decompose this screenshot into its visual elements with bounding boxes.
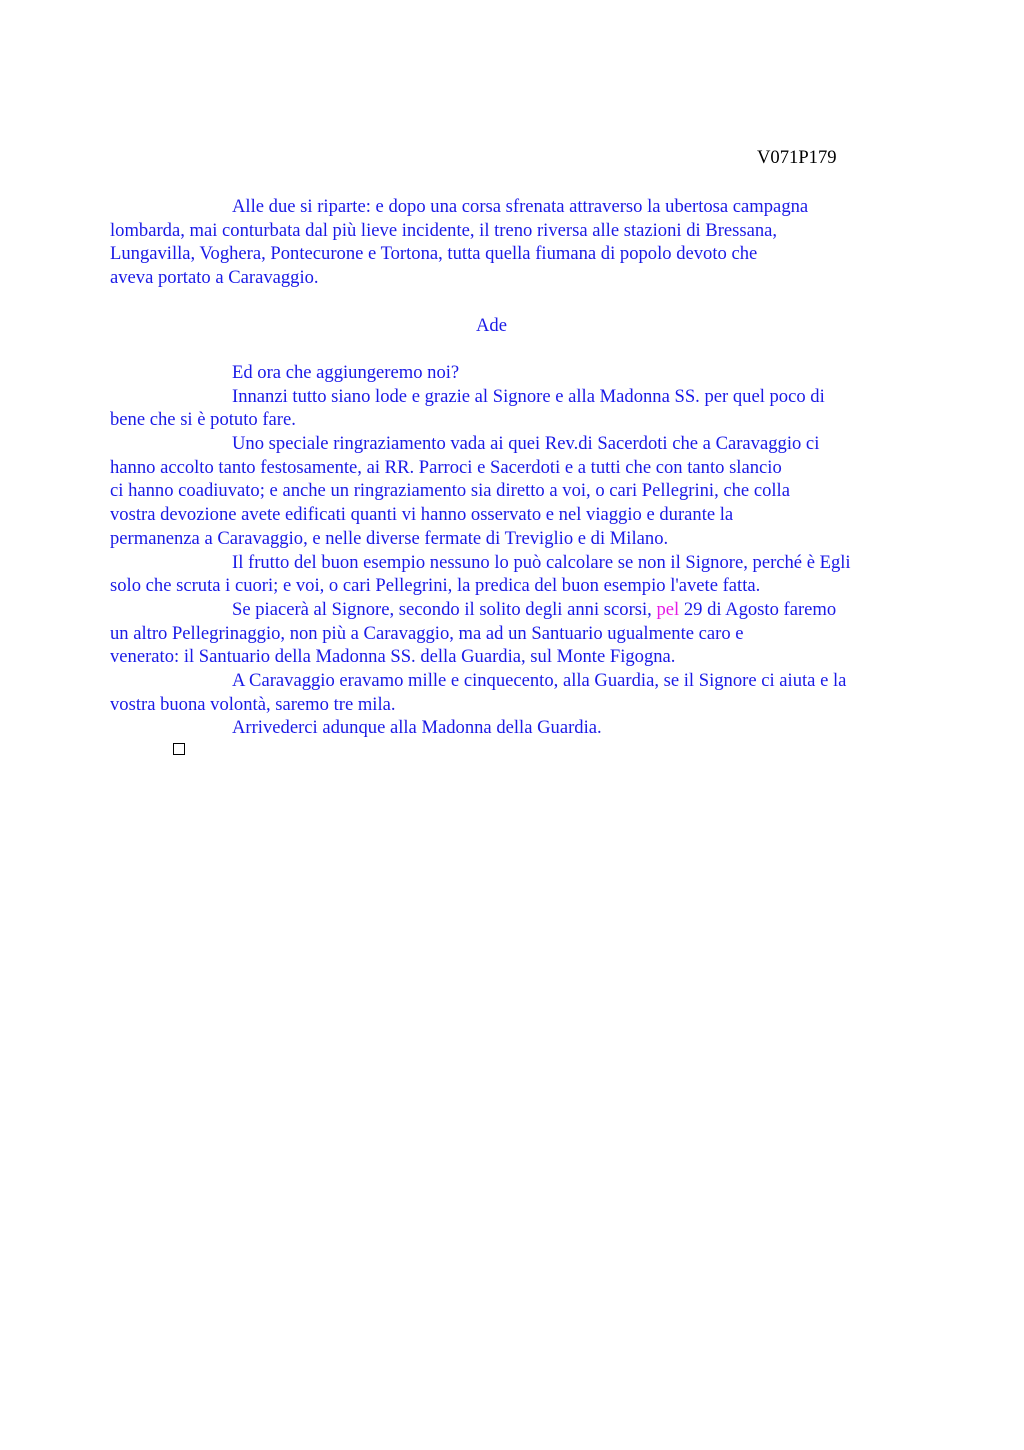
closing-paragraph-4 <box>110 551 931 598</box>
text-line: A Caravaggio eravamo mille e cinquecento, alla Guardia, se il Signore ci aiuta e la <box>232 670 847 692</box>
end-marker-box-icon <box>173 743 185 755</box>
text-line: venerato: il Santuario della Madonna SS. della Guardia, sul Monte Figogna. <box>110 646 676 668</box>
text-line: Alle due si riparte: e dopo una corsa sfrenata attraverso la ubertosa campagna <box>232 196 809 217</box>
signature: Ade <box>476 314 507 336</box>
text-segment: Se piacerà al Signore, secondo il solito degli anni scorsi, <box>232 598 657 620</box>
page-reference: V071P179 <box>757 147 837 168</box>
text-line: lombarda, mai conturbata dal più lieve incidente, il treno riversa alle stazioni di Bressana, <box>110 219 778 241</box>
text-line: aveva portato a Caravaggio. <box>110 267 319 289</box>
closing-paragraph-1 <box>171 361 931 385</box>
text-line: hanno accolto tanto festosamente, ai RR. Parroci e Sacerdoti e a tutti che con tanto slancio <box>110 456 782 478</box>
text-line: solo che scruta i cuori; e voi, o cari Pellegrini, la predica del buon esempio l'avete fatta. <box>110 575 761 597</box>
text-line: vostra devozione avete edificati quanti vi hanno osservato e nel viaggio e durante la <box>110 504 734 526</box>
highlighted-word: pel <box>656 598 680 620</box>
closing-paragraph-2 <box>110 385 931 432</box>
text-line: Lungavilla, Voghera, Pontecurone e Tortona, tutta quella fiumana di popolo devoto che <box>110 243 758 265</box>
intro-paragraph <box>110 195 931 290</box>
document-body <box>110 195 931 740</box>
spacer <box>171 337 931 361</box>
closing-paragraph-5 <box>110 598 931 669</box>
closing-paragraph-7 <box>171 716 931 740</box>
text-line: Arrivederci adunque alla Madonna della Guardia. <box>232 717 602 739</box>
text-line: ci hanno coadiuvato; e anche un ringraziamento sia diretto a voi, o cari Pellegrini, che colla <box>110 480 790 502</box>
text-line <box>171 598 931 622</box>
text-segment: 29 di Agosto faremo <box>679 598 837 620</box>
text-line: bene che si è potuto fare. <box>110 409 296 431</box>
spacer <box>171 290 931 314</box>
text-line: Il frutto del buon esempio nessuno lo può calcolare se non il Signore, perché è Egli <box>232 551 851 573</box>
closing-paragraph-3 <box>110 432 931 551</box>
closing-paragraph-6 <box>110 669 931 716</box>
text-line: Uno speciale ringraziamento vada ai quei Rev.di Sacerdoti che a Caravaggio ci <box>232 433 820 454</box>
text-line: Innanzi tutto siano lode e grazie al Signore e alla Madonna SS. per quel poco di <box>232 385 825 407</box>
text-line: Ed ora che aggiungeremo noi? <box>232 361 460 383</box>
text-line: un altro Pellegrinaggio, non più a Caravaggio, ma ad un Santuario ugualmente caro e <box>110 622 744 644</box>
text-line: vostra buona volontà, saremo tre mila. <box>110 693 396 715</box>
text-line: permanenza a Caravaggio, e nelle diverse fermate di Treviglio e di Milano. <box>110 527 669 549</box>
